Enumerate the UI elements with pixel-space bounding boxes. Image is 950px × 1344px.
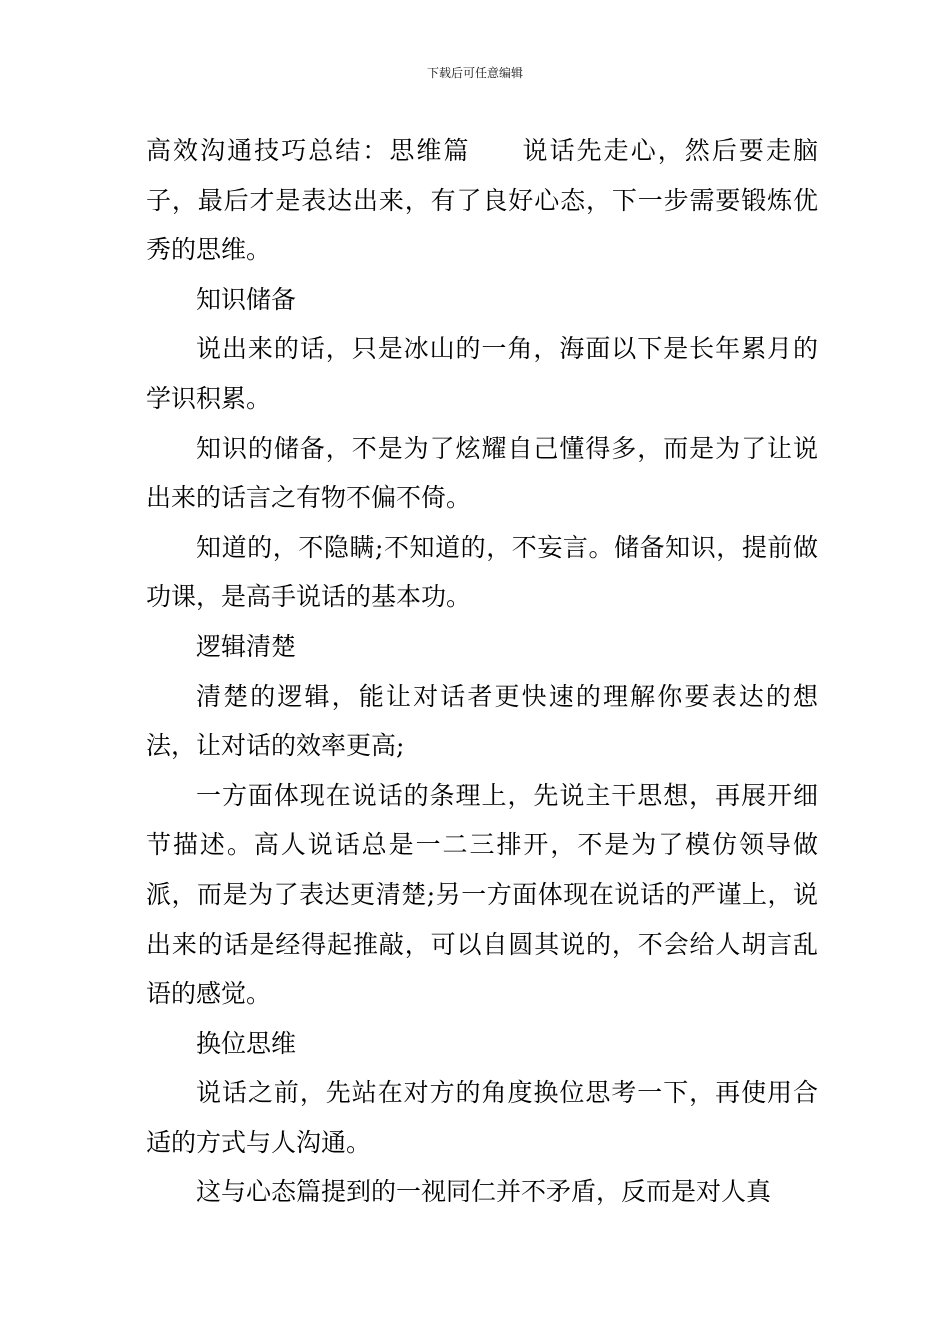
page-header: 下载后可任意编辑 xyxy=(426,66,523,80)
section-heading: 换位思维 xyxy=(196,1028,297,1058)
paragraph: 一方面体现在说话的条理上，先说主干思想，再展开细节描述。高人说话总是一二三排开，不是为了模仿领导做派，而是为了表达更清楚;另一方面体现在说话的严谨上，说出来的话是经得起推敲，可以自圆其说的，不会给人胡言乱语的感觉。 xyxy=(146,780,818,1009)
paragraph: 知识的储备，不是为了炫耀自己懂得多，而是为了让说出来的话言之有物不偏不倚。 xyxy=(146,433,818,513)
document-title: 高效沟通技巧总结：思维篇 xyxy=(146,136,471,165)
paragraph: 知道的，不隐瞒;不知道的，不妄言。储备知识，提前做功课，是高手说话的基本功。 xyxy=(146,532,818,612)
paragraph: 清楚的逻辑，能让对话者更快速的理解你要表达的想法，让对话的效率更高; xyxy=(146,681,818,761)
title-intro-paragraph xyxy=(146,126,818,275)
section-heading: 逻辑清楚 xyxy=(196,631,297,661)
paragraph: 说出来的话，只是冰山的一角，海面以下是长年累月的学识积累。 xyxy=(146,334,818,413)
document-body xyxy=(146,126,818,1217)
paragraph: 说话之前，先站在对方的角度换位思考一下，再使用合适的方式与人沟通。 xyxy=(146,1078,818,1157)
paragraph: 这与心态篇提到的一视同仁并不矛盾，反而是对人真 xyxy=(196,1177,772,1207)
intro-text: 说话先走心，然后要走脑子，最后才是表达出来，有了良好心态，下一步需要锻炼优秀的思维。 xyxy=(146,136,818,265)
section-heading: 知识储备 xyxy=(196,284,297,314)
